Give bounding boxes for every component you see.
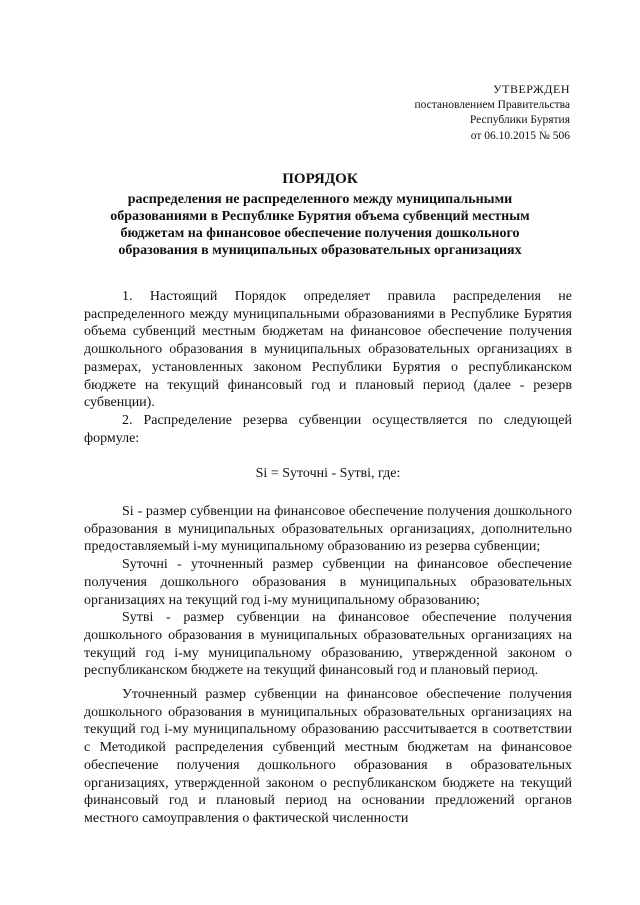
definition-sy-utochn: Syточнi - уточненный размер субвенции на финансовое обеспечение получения дошкольного образования в муниципальных образовательных организациях на текущий год i-му муниципальному образованию; [84,557,572,608]
paragraph-1: 1. Настоящий Порядок определяет правила распределения не распределенного между муниципальными образованиями в Республике Бурятия объема субвенций местным бюджетам на финансовое обеспечение получения дошкольного образования в муниципальных образовательных организациях в размерах, установленных законом Республики Бурятия о республиканском бюджете на текущий финансовый год и плановый период (далее - резерв субвенции). [84,289,572,411]
approval-decree: постановлением Правительства [414,98,570,111]
definition-sy-tv: Syтвi - размер субвенции на финансовое обеспечение получения дошкольного образования в муниципальных образовательных организациях на текущий год i-му муниципальному образованию, утвержденной законом о республиканском бюджете на текущий финансовый год и плановый период. [84,610,572,679]
formula: Si = Syточнi - Syтвi, где: [255,466,401,482]
approval-heading: УТВЕРЖДЕН [493,82,570,96]
paragraph-3: Уточненный размер субвенции на финансовое обеспечение получения дошкольного образования в муниципальных образовательных организациях на текущий год i-му муниципальному образованию рассчитывается в соответствии с Методикой распределения субвенций местным бюджетам на финансовое обеспечение получения дошкольного образования в образовательных организациях, утвержденной законом о республиканском бюджете на текущий финансовый год и плановый период на основании предложений органов местного самоуправления о фактической численности [84,687,572,826]
title-heading: ПОРЯДОК [282,171,358,187]
title-subtitle: распределения не распределенного между муниципальными образованиями в Республике Бурятия объема субвенций местным бюджетам на финансовое обеспечение получения дошкольного образования в муниципальных образовательных организациях [110,192,530,258]
document-title [100,170,540,259]
approval-stamp [414,82,570,144]
document-body [84,288,572,828]
paragraph-2: 2. Распределение резерва субвенции осуществляется по следующей формуле: [84,412,572,446]
approval-date-number: от 06.10.2015 № 506 [470,129,570,142]
approval-republic: Республики Бурятия [469,114,570,126]
definition-si: Si - размер субвенции на финансовое обеспечение получения дошкольного образования в муниципальных образовательных организациях, дополнительно предоставляемый i-му муниципальному образованию из резерва субвенции; [84,504,572,555]
